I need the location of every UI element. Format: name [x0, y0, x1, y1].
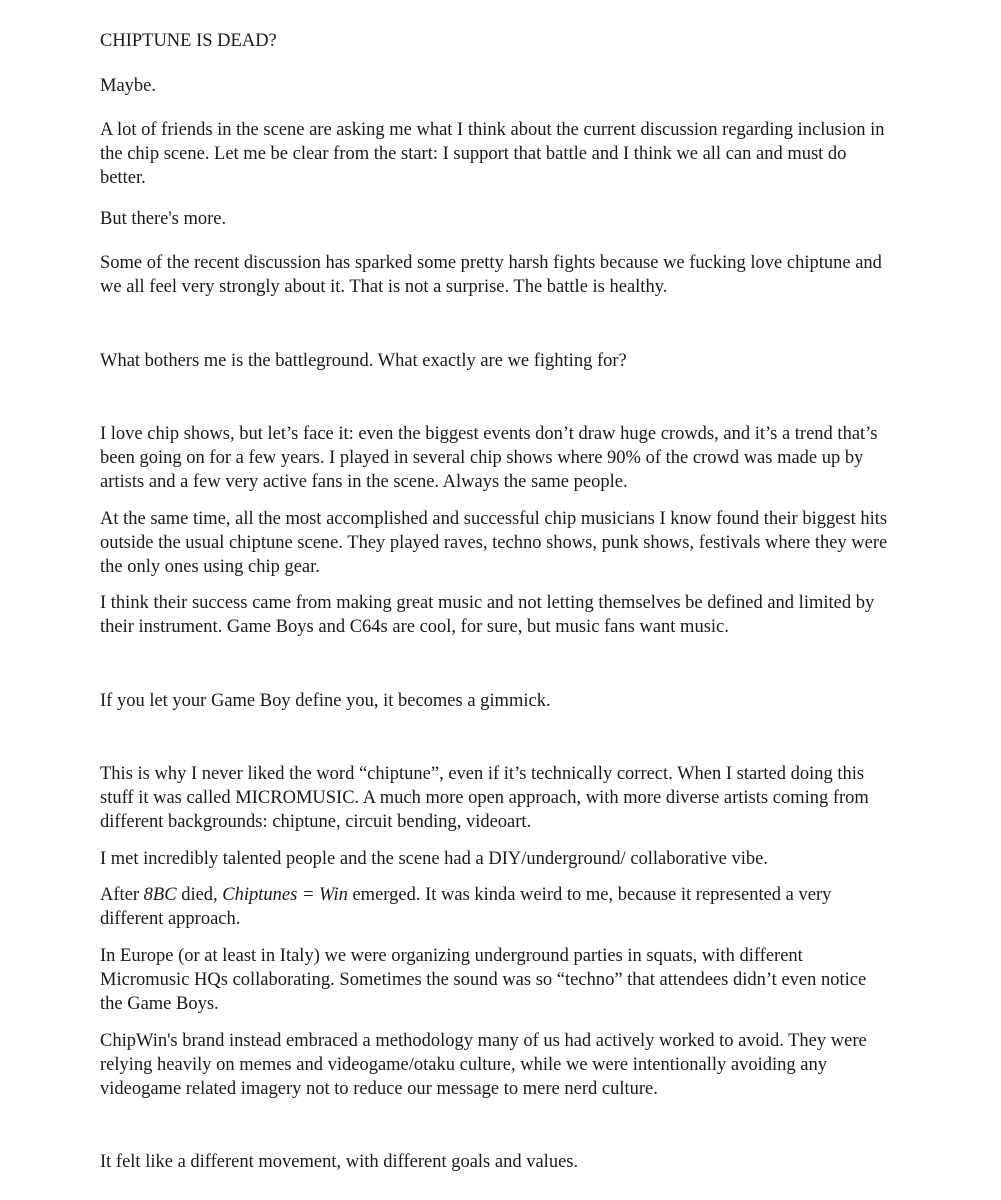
after-8bc-italic-chipwin: Chiptunes = Win [222, 885, 348, 905]
document-title: CHIPTUNE IS DEAD? [100, 31, 277, 51]
paragraph-gimmick: If you let your Game Boy define you, it becomes a gimmick. [100, 691, 551, 711]
after-8bc-text-1: After [100, 885, 144, 905]
paragraph-different-movement: It felt like a different movement, with different goals and values. [100, 1152, 579, 1172]
paragraph-chip-shows: I love chip shows, but let’s face it: even the biggest events don’t draw huge crowds, and it’s a trend that’s been going on for a few years. I played in several chip shows where 90% of the crowd was made up by artists and a few very active fans in the scene. Always the same people. [100, 424, 878, 492]
paragraph-after-8bc [100, 883, 890, 931]
paragraph-battleground: What bothers me is the battleground. What exactly are we fighting for? [100, 351, 627, 371]
paragraph-maybe: Maybe. [100, 76, 156, 96]
after-8bc-text-2: died, [176, 885, 223, 905]
paragraph-theres-more: But there's more. [100, 209, 227, 229]
paragraph-inclusion: A lot of friends in the scene are asking me what I think about the current discussion regarding inclusion in the chip scene. Let me be clear from the start: I support that battle and I think we all can and must do better. [100, 120, 885, 188]
paragraph-harsh-fights: Some of the recent discussion has sparked some pretty harsh fights because we fucking love chiptune and we all feel very strongly about it. That is not a surprise. The battle is healthy. [100, 253, 882, 297]
paragraph-europe: In Europe (or at least in Italy) we were organizing underground parties in squats, with different Micromusic HQs collaborating. Sometimes the sound was so “techno” that attendees didn’t even notice the Game Boys. [100, 946, 867, 1014]
paragraph-success-came: I think their success came from making great music and not letting themselves be defined and limited by their instrument. Game Boys and C64s are cool, for sure, but music fans want music. [100, 593, 875, 637]
paragraph-chipwin-brand: ChipWin's brand instead embraced a methodology many of us had actively worked to avoid. They were relying heavily on memes and videogame/otaku culture, while we were intentionally avoiding any videogame related imagery not to reduce our message to mere nerd culture. [100, 1031, 867, 1099]
after-8bc-text-3: emerged. It was kinda weird to me, because it represented a very different approach. [100, 885, 832, 929]
paragraph-talented-people: I met incredibly talented people and the scene had a DIY/underground/ collaborative vibe. [100, 849, 768, 869]
paragraph-micromusic: This is why I never liked the word “chiptune”, even if it’s technically correct. When I started doing this stuff it was called MICROMUSIC. A much more open approach, with more diverse artists coming from different backgrounds: chiptune, circuit bending, videoart. [100, 764, 869, 832]
paragraph-successful-musicians: At the same time, all the most accomplished and successful chip musicians I know found their biggest hits outside the usual chiptune scene. They played raves, techno shows, punk shows, festivals where they were the only ones using chip gear. [100, 509, 888, 577]
after-8bc-italic-8bc: 8BC [143, 885, 177, 905]
